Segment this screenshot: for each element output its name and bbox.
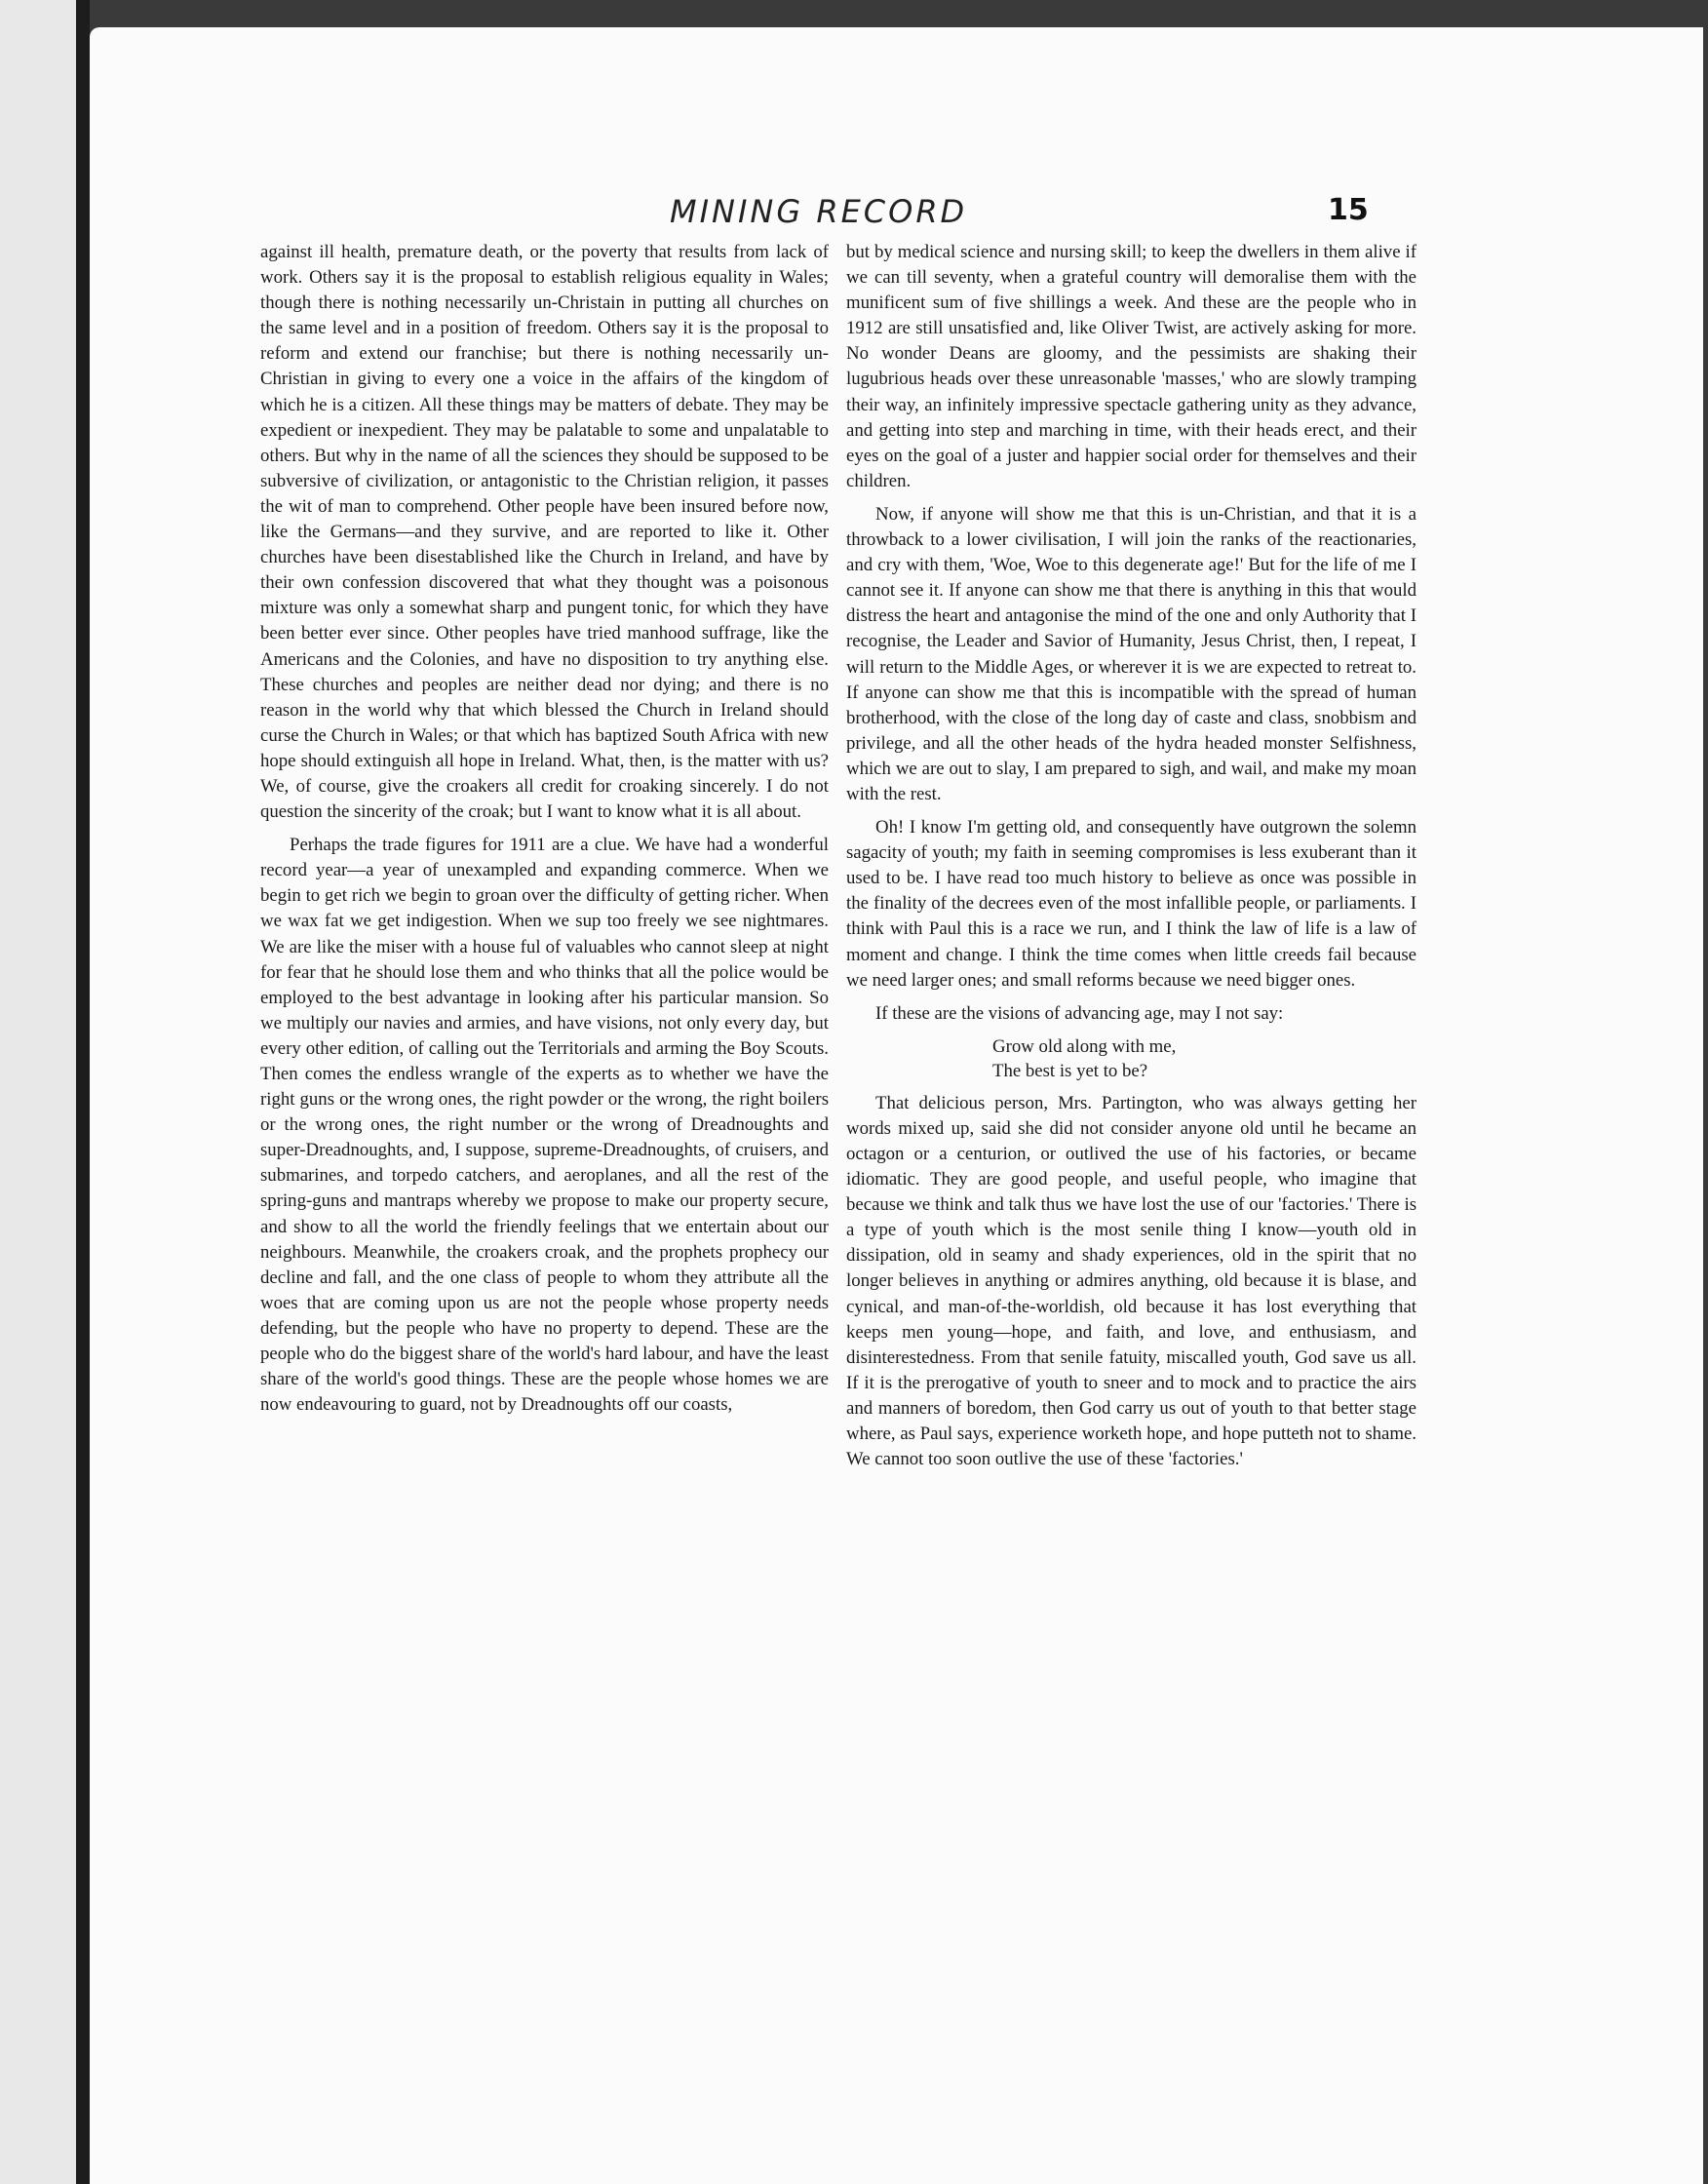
paragraph: but by medical science and nursing skill; to keep the dwellers in them alive if we can till seventy, when a grateful country will demoralise them with the munificent sum of five shillings a week. And these are the people who in 1912 are still unsatisfied and, like Oliver Twist, are actively asking for more. No wonder Deans are gloomy, and the pessimists are shaking their lugubrious heads over these unreasonable 'masses,' who are slowly tramping their way, an infinitely impressive spectacle gathering unity as they advance, and getting into step and marching in time, with their heads erect, and their eyes on the goal of a juster and happier social order for themselves and their children.	[846, 242, 1417, 491]
verse-quote	[992, 1034, 1417, 1083]
verse-line: The best is yet to be?	[992, 1060, 1148, 1081]
paragraph: Perhaps the trade figures for 1911 are a clue. We have had a wonderful record year—a year of unexampled and expanding commerce. When we begin to get rich we begin to groan over the difficulty of getting richer. When we wax fat we get indigestion. When we sup too freely we see nightmares. We are like the miser with a house ful of valuables who cannot sleep at night for fear that he should lose them and who thinks that all the police would be employed to the best advantage in looking after his particular mansion. So we multiply our navies and armies, and have visions, not only every day, but every other edition, of calling out the Territorials and arming the Boy Scouts. Then comes the endless wrangle of the experts as to whether we have the right guns or the wrong ones, the right powder or the wrong, the right boilers or the wrong ones, the right number or the wrong of Dreadnoughts and super-Dreadnoughts, and, I suppose, supreme-Dreadnoughts, of cruisers, and submarines, and torpedo catchers, and aeroplanes, and all the rest of the spring-guns and mantraps whereby we propose to make our property secure, and show to all the world the friendly feelings that we entertain about our neighbours. Meanwhile, the croakers croak, and the prophets prophecy our decline and fall, and the one class of people to whom they attribute all the woes that are coming upon us are not the people whose property needs defending, but the people who have no property to depend. These are the people who do the biggest share of the world's hard labour, and have the least share of the world's good things. These are the people whose homes we are now endeavouring to guard, not by Dreadnoughts off our coasts,	[260, 835, 829, 1416]
facing-page-edge	[0, 0, 76, 2184]
book-gutter	[76, 0, 90, 2184]
paragraph: Oh! I know I'm getting old, and consequently have outgrown the solemn sagacity of youth; my faith in seeming compromises is less exuberant than it used to be. I have read too much history to believe as once was possible in the finality of the decrees even of the most infallible people, or parliaments. I think with Paul this is a race we run, and I think the law of life is a law of moment and change. I think the time comes when little creeds fail because we need larger ones; and small reforms because we need bigger ones.	[846, 817, 1417, 991]
paragraph: Now, if anyone will show me that this is un-Christian, and that it is a throwback to a lower civilisation, I will join the ranks of the reactionaries, and cry with them, 'Woe, Woe to this degenerate age!' But for the life of me I cannot see it. If anyone can show me that there is anything in this that would distress the heart and antagonise the mind of the one and only Authority that I recognise, the Leader and Savior of Humanity, Jesus Christ, then, I repeat, I will return to the Middle Ages, or wherever it is we are expected to retreat to. If anyone can show me that this is incompatible with the spread of human brotherhood, with the close of the long day of caste and class, snobbism and privilege, and all the other heads of the hydra headed monster Selfishness, which we are out to slay, I am prepared to sigh, and wail, and make my moan with the rest.	[846, 503, 1417, 804]
paragraph: against ill health, premature death, or the poverty that results from lack of work. Others say it is the proposal to establish religious equality in Wales; though there is nothing necessarily un-Christain in putting all churches on the same level and in a position of freedom. Others say it is the proposal to reform and extend our franchise; but there is nothing necessarily un-Christian in giving to every one a voice in the affairs of the kingdom of which he is a citizen. All these things may be matters of debate. They may be expedient or inexpedient. They may be palatable to some and unpalatable to others. But why in the name of all the sciences they should be supposed to be subversive of civilization, or antagonistic to the Christian religion, it passes the wit of man to comprehend. Other people have been insured before now, like the Germans—and they survive, and are reported to like it. Other churches have been disestablished like the Church in Ireland, and have by their own confession discovered that what they thought was a poisonous mixture was only a somewhat sharp and pungent tonic, for which they have been better ever since. Other peoples have tried manhood suffrage, like the Americans and the Colonies, and have no disposition to try anything else. These churches and peoples are neither dead nor dying; and there is no reason in the world why that which blessed the Church in Ireland should curse the Church in Wales; or that which has baptized South Africa with new hope should extinguish all hope in Ireland. What, then, is the matter with us? We, of course, give the croakers all credit for croaking sincerely. I do not question the sincerity of the croak; but I want to know what it is all about.	[260, 242, 829, 823]
running-head: MINING RECORD	[670, 193, 968, 230]
page-number: 15	[1328, 193, 1369, 227]
verse-line: Grow old along with me,	[992, 1035, 1177, 1057]
paragraph: If these are the visions of advancing age, may I not say:	[875, 1002, 1284, 1024]
right-column	[846, 240, 1417, 1472]
page-sheet	[90, 27, 1703, 2184]
left-column	[260, 240, 829, 1418]
paragraph: That delicious person, Mrs. Partington, who was always getting her words mixed up, said she did not consider anyone old until he became an octagon or a centurion, or outlived the use of his factories, or became idiomatic. They are good people, and useful people, who imagine that because we think and talk thus we have lost the use of our 'factories.' There is a type of youth which is the most senile thing I know—youth old in dissipation, old in seamy and shady experiences, old in the spirit that no longer believes in anything or admires anything, old because it is blase, and cynical, and man-of-the-worldish, old because it has lost everything that keeps men young—hope, and faith, and love, and enthusiasm, and disinterestedness. From that senile fatuity, miscalled youth, God save us all. If it is the prerogative of youth to sneer and to mock and to practice the airs and manners of boredom, then God carry us out of youth to that better stage where, as Paul says, experience worketh hope, and hope putteth not to shame. We cannot too soon outlive the use of these 'factories.'	[846, 1092, 1417, 1470]
page-header	[90, 193, 1703, 232]
